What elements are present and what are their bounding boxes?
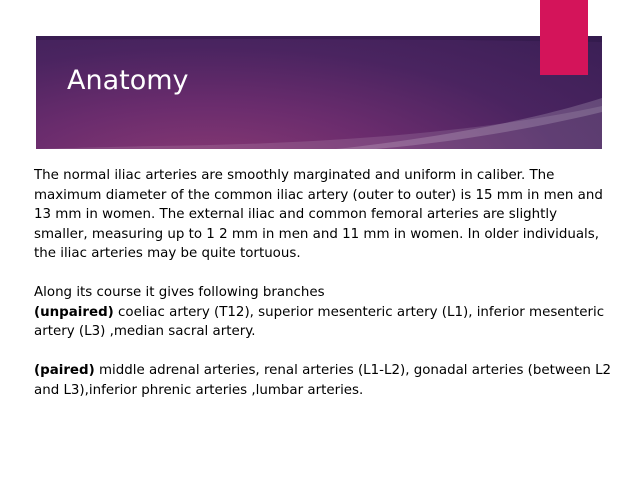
slide-title: Anatomy (67, 65, 189, 96)
slide-body (34, 166, 614, 400)
paired-branches (34, 361, 614, 400)
paired-text: middle adrenal arteries, renal arteries (L1-L2), gonadal arteries (between L2 and L3),inferior phrenic arteries ,lumbar arteries. (34, 363, 612, 398)
paired-label: (paired) (34, 363, 95, 378)
paragraph-iliac-description: The normal iliac arteries are smoothly marginated and uniform in caliber. The maximum diameter of the common iliac artery (outer to outer) is 15 mm in men and 13 mm in women. The external iliac and common femoral arteries are slightly smaller, measuring up to 1 2 mm in men and 11 mm in women. In older individuals, the iliac arteries may be quite tortuous. (34, 168, 603, 261)
branches-intro: Along its course it gives following branches (34, 285, 325, 300)
unpaired-text: coeliac artery (T12), superior mesenteric artery (L1), inferior mesenteric artery (L3) ,median sacral artery. (34, 304, 605, 339)
accent-tab (540, 0, 588, 75)
unpaired-branches (34, 303, 614, 342)
unpaired-label: (unpaired) (34, 304, 114, 320)
